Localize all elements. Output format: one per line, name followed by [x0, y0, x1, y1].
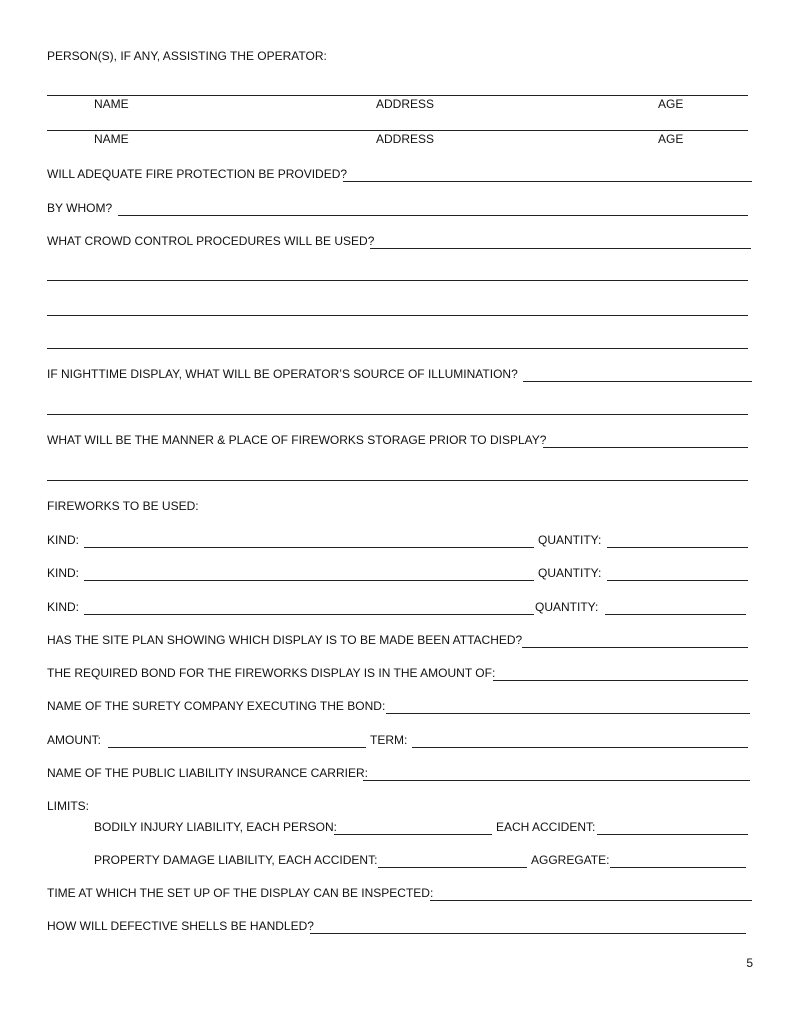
bond-amount-question: THE REQUIRED BOND FOR THE FIREWORKS DISPLAY IS IN THE AMOUNT OF: — [47, 666, 496, 680]
by-whom-field[interactable] — [118, 201, 748, 216]
term-field[interactable] — [412, 733, 748, 748]
quantity-field-3[interactable] — [605, 600, 746, 615]
person-2-name-label: NAME — [94, 132, 129, 146]
by-whom-question: BY WHOM? — [47, 201, 113, 215]
kind-label-2: KIND: — [47, 566, 80, 580]
crowd-control-question: WHAT CROWD CONTROL PROCEDURES WILL BE USED? — [47, 234, 375, 248]
quantity-label-1: QUANTITY: — [538, 533, 602, 547]
bodily-injury-field[interactable] — [334, 820, 492, 835]
illumination-line-2[interactable] — [47, 400, 748, 415]
amount-label: AMOUNT: — [47, 733, 101, 747]
surety-field[interactable] — [386, 699, 750, 714]
kind-field-2[interactable] — [84, 566, 534, 581]
each-accident-label: EACH ACCIDENT: — [496, 820, 596, 834]
site-plan-field[interactable] — [522, 633, 748, 648]
quantity-label-3: QUANTITY: — [535, 600, 599, 614]
bodily-injury-label: BODILY INJURY LIABILITY, EACH PERSON: — [94, 820, 337, 834]
person-1-name-label: NAME — [94, 97, 129, 111]
surety-question: NAME OF THE SURETY COMPANY EXECUTING THE BOND: — [47, 699, 386, 713]
property-damage-field[interactable] — [378, 853, 527, 868]
kind-field-1[interactable] — [84, 533, 534, 548]
crowd-control-line-2[interactable] — [47, 266, 748, 281]
term-label: TERM: — [370, 733, 408, 747]
kind-label-1: KIND: — [47, 533, 80, 547]
kind-field-3[interactable] — [84, 600, 534, 615]
storage-line-2[interactable] — [47, 466, 748, 481]
limits-label: LIMITS: — [47, 799, 90, 813]
illumination-question: IF NIGHTTIME DISPLAY, WHAT WILL BE OPERATOR’S SOURCE OF ILLUMINATION? — [47, 367, 518, 381]
insurance-question: NAME OF THE PUBLIC LIABILITY INSURANCE CARRIER: — [47, 766, 368, 780]
crowd-control-line-3[interactable] — [47, 301, 748, 316]
inspection-time-question: TIME AT WHICH THE SET UP OF THE DISPLAY CAN BE INSPECTED: — [47, 886, 434, 900]
person-1-age-label: AGE — [658, 97, 684, 111]
insurance-field[interactable] — [363, 766, 750, 781]
person-2-age-label: AGE — [658, 132, 684, 146]
defective-shells-field[interactable] — [310, 919, 746, 934]
quantity-field-1[interactable] — [607, 533, 748, 548]
person-2-address-label: ADDRESS — [376, 132, 435, 146]
persons-heading: PERSON(S), IF ANY, ASSISTING THE OPERATOR: — [47, 49, 327, 63]
storage-question: WHAT WILL BE THE MANNER & PLACE OF FIREWORKS STORAGE PRIOR TO DISPLAY? — [47, 433, 547, 447]
inspection-time-field[interactable] — [430, 886, 752, 901]
property-damage-label: PROPERTY DAMAGE LIABILITY, EACH ACCIDENT: — [94, 853, 378, 867]
kind-label-3: KIND: — [47, 600, 80, 614]
person-2-field[interactable] — [47, 116, 748, 131]
fire-protection-field[interactable] — [343, 167, 752, 182]
amount-field[interactable] — [108, 733, 366, 748]
bond-amount-field[interactable] — [493, 666, 748, 681]
person-1-field[interactable] — [47, 81, 748, 96]
crowd-control-field[interactable] — [370, 234, 751, 249]
fireworks-heading: FIREWORKS TO BE USED: — [47, 499, 199, 513]
defective-shells-question: HOW WILL DEFECTIVE SHELLS BE HANDLED? — [47, 919, 314, 933]
storage-field[interactable] — [543, 433, 748, 448]
aggregate-label: AGGREGATE: — [531, 853, 610, 867]
illumination-field[interactable] — [523, 367, 752, 382]
aggregate-field[interactable] — [610, 853, 746, 868]
each-accident-field[interactable] — [597, 820, 748, 835]
quantity-field-2[interactable] — [607, 566, 748, 581]
person-1-address-label: ADDRESS — [376, 97, 435, 111]
crowd-control-line-4[interactable] — [47, 334, 748, 349]
quantity-label-2: QUANTITY: — [538, 566, 602, 580]
site-plan-question: HAS THE SITE PLAN SHOWING WHICH DISPLAY IS TO BE MADE BEEN ATTACHED? — [47, 633, 523, 647]
page-number: 5 — [746, 956, 753, 970]
fire-protection-question: WILL ADEQUATE FIRE PROTECTION BE PROVIDED? — [47, 167, 348, 181]
